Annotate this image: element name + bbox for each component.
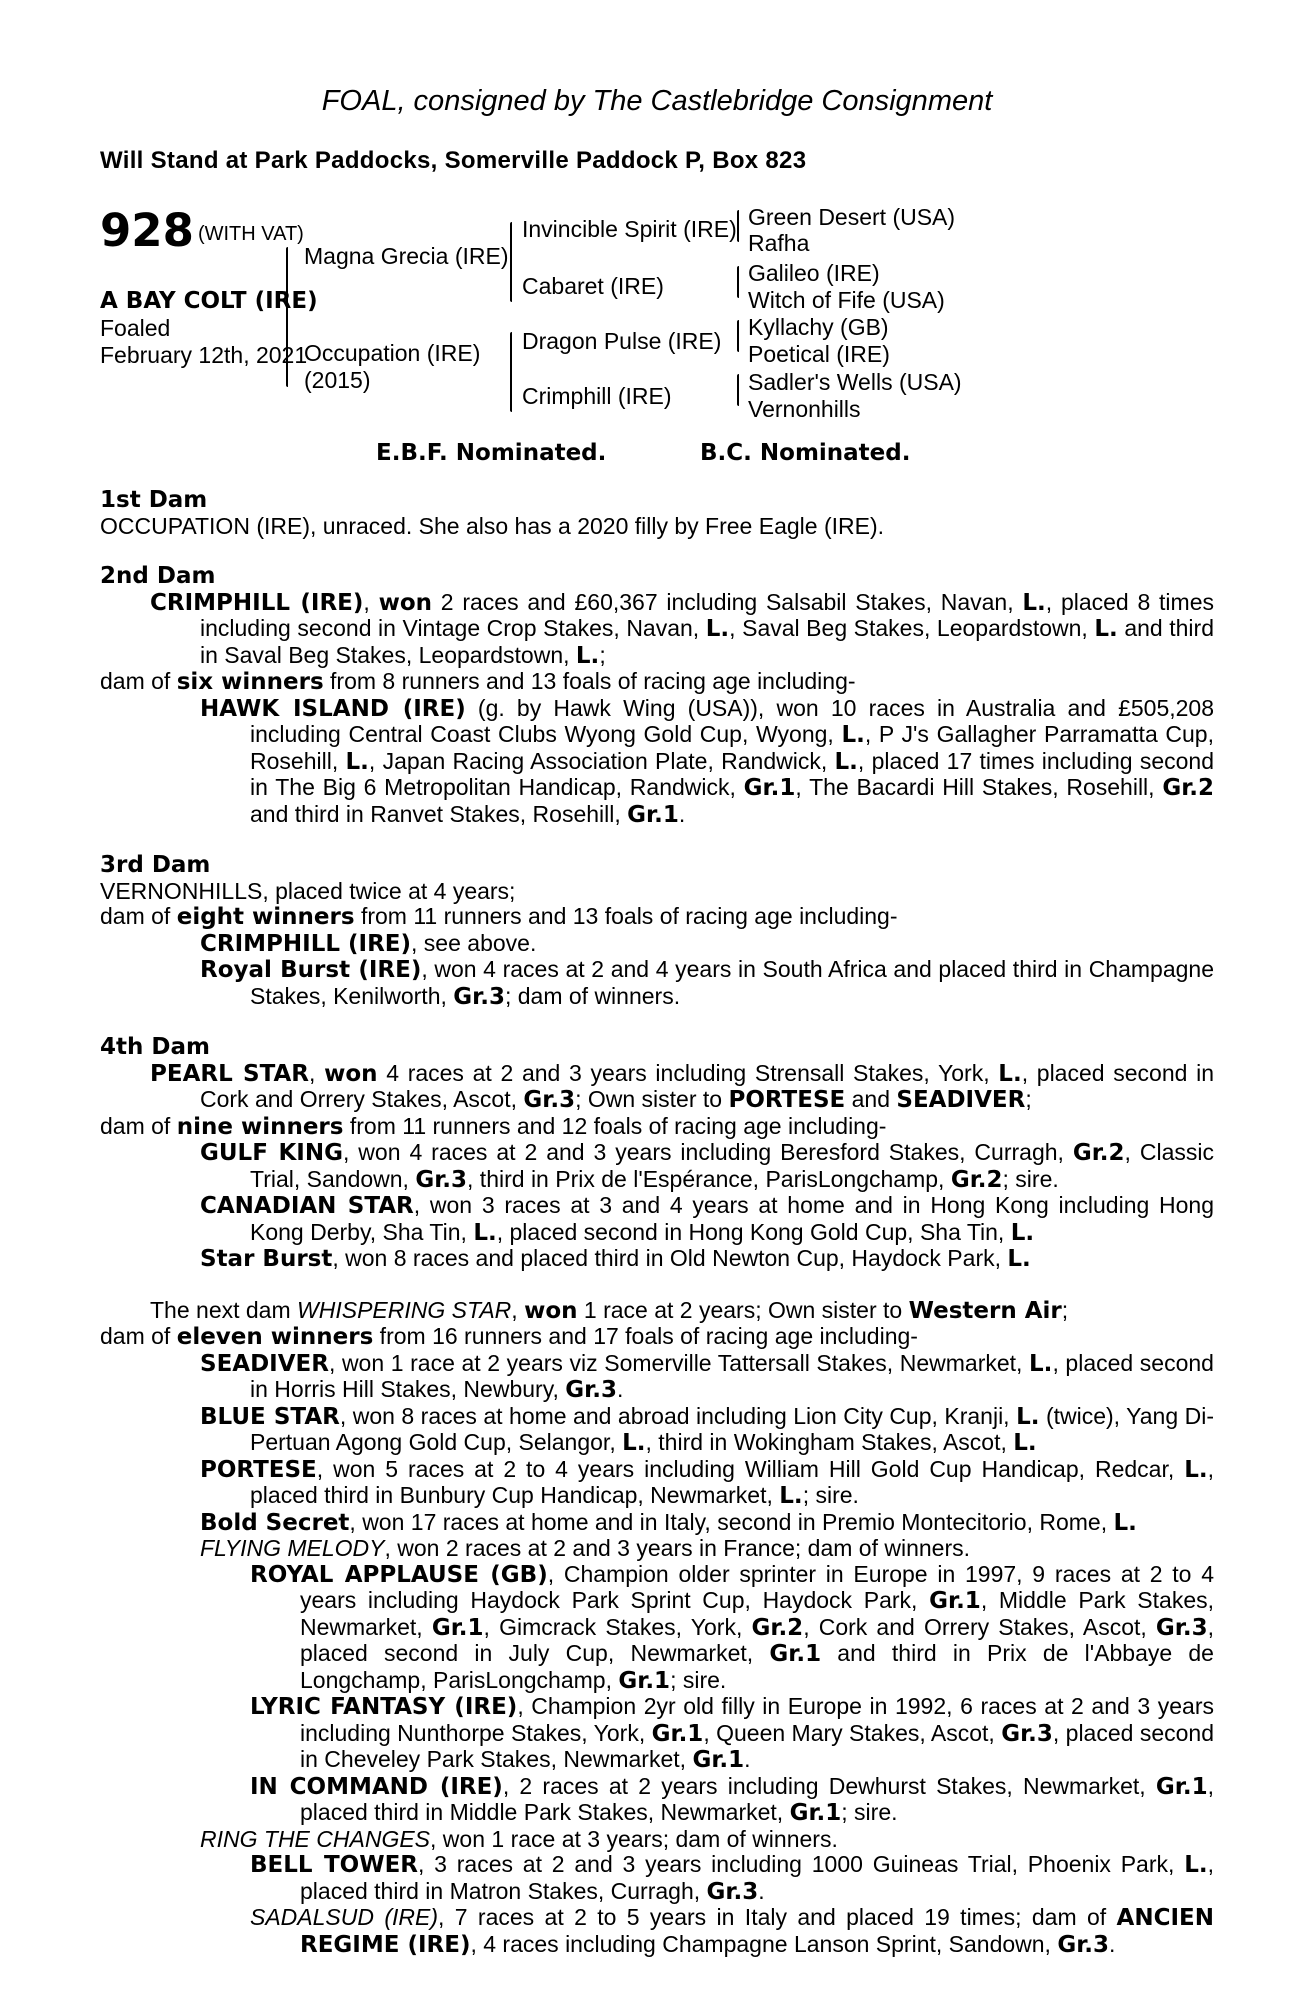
dam-entry: The next dam WHISPERING STAR, won 1 race at 2 years; Own sister to Western Air; (150, 1296, 1069, 1324)
foaled-label: Foaled (100, 315, 171, 341)
produce-entry: BLUE STAR, won 8 races at home and abroad including Lion City Cup, Kranji, L. (twice), Yang Di-Pertuan Agong Gold Cup, Selangor, L., third in Wokingham Stakes, Ascot, L. (200, 1402, 1214, 1456)
produce-entry: PORTESE, won 5 races at 2 to 4 years including William Hill Gold Cup Handicap, Redcar, L., placed third in Bunbury Cup Handicap, Newmarket, L.; sire. (200, 1455, 1214, 1509)
pedigree-dam-sire: Dragon Pulse (IRE) (522, 328, 722, 354)
produce-entry: FLYING MELODY, won 2 races at 2 and 3 years in France; dam of winners. (200, 1535, 970, 1561)
dam-entry: CRIMPHILL (IRE), won 2 races and £60,367 including Salsabil Stakes, Navan, L., placed 8 times including second in Vintage Crop Stakes, Navan, L., Saval Beg Stakes, Leopardstown, L. and third in Saval Beg Stakes, Leopardstown, L.; (150, 588, 1214, 669)
stand-location: Will Stand at Park Paddocks, Somerville Paddock P, Box 823 (100, 147, 807, 174)
produce-entry: Bold Secret, won 17 races at home and in Italy, second in Premio Montecitorio, Rome, L. (200, 1508, 1137, 1536)
pedigree-sire-sire: Invincible Spirit (IRE) (522, 216, 737, 242)
grandproduce-entry: ROYAL APPLAUSE (GB), Champion older sprinter in Europe in 1997, 9 races at 2 to 4 years including Haydock Park Sprint Cup, Haydock Park, Gr.1, Middle Park Stakes, Newmarket, Gr.1, Gimcrack Stakes, York, Gr.2, Cork and Orrery Stakes, Ascot, Gr.3, placed second in July Cup, Newmarket, Gr.1 and third in Prix de l'Abbaye de Longchamp, ParisLongchamp, Gr.1; sire. (250, 1560, 1215, 1694)
dam-heading: 3rd Dam (100, 852, 211, 878)
pedigree-brace-g2 (737, 266, 739, 298)
horse-title: A BAY COLT (IRE) (100, 288, 318, 314)
pedigree-narrative (100, 488, 1214, 1983)
produce-summary: dam of six winners from 8 runners and 13 foals of racing age including- (100, 668, 856, 695)
pedigree-g5: Kyllachy (GB) (748, 314, 889, 340)
produce-entry: RING THE CHANGES, won 1 race at 3 years; dam of winners. (200, 1825, 838, 1852)
pedigree-g7: Sadler's Wells (USA) (748, 369, 962, 395)
produce-entry: HAWK ISLAND (IRE) (g. by Hawk Wing (USA)), won 10 races in Australia and £505,208 including Central Coast Clubs Wyong Gold Cup, Wyong, L., P J's Gallagher Parramatta Cup, Rosehill, L., Japan Racing Association Plate, Randwick, L., placed 17 times including second in The Big 6 Metropolitan Handicap, Randwick, Gr.1, The Bacardi Hill Stakes, Rosehill, Gr.2 and third in Ranvet Stakes, Rosehill, Gr.1. (200, 694, 1215, 828)
pedigree-dam: Occupation (IRE) (304, 340, 481, 366)
dam-entry: PEARL STAR, won 4 races at 2 and 3 years including Strensall Stakes, York, L., placed second in Cork and Orrery Stakes, Ascot, Gr.3; Own sister to PORTESE and SEADIVER; (150, 1059, 1214, 1113)
dam-heading: 4th Dam (100, 1034, 210, 1060)
pedigree-brace-g1 (737, 210, 739, 242)
second-dam-section (100, 564, 1214, 828)
dam-entry: VERNONHILLS, placed twice at 4 years; (100, 877, 516, 904)
pedigree-sire-dam: Cabaret (IRE) (522, 273, 664, 299)
dam-heading: 1st Dam (100, 487, 208, 513)
pedigree-g6: Poetical (IRE) (748, 341, 890, 367)
grandproduce-entry: SADALSUD (IRE), 7 races at 2 to 5 years in Italy and placed 19 times; dam of ANCIEN REGIME (IRE), 4 races including Champagne Lanson Sprint, Sandown, Gr.3. (250, 1904, 1214, 1958)
grandproduce-entry: IN COMMAND (IRE), 2 races at 2 years including Dewhurst Stakes, Newmarket, Gr.1, placed third in Middle Park Stakes, Newmarket, Gr.1; sire. (250, 1772, 1214, 1826)
pedigree-sire: Magna Grecia (IRE) (304, 243, 509, 269)
fourth-dam-section (100, 1035, 1214, 1273)
ebf-nomination: E.B.F. Nominated. (376, 440, 607, 466)
produce-entry: Star Burst, won 8 races and placed third in Old Newton Cup, Haydock Park, L. (200, 1245, 1031, 1272)
produce-summary: dam of nine winners from 11 runners and 12 foals of racing age including- (100, 1112, 887, 1140)
horse-description (100, 288, 318, 369)
pedigree-brace-g3 (737, 320, 739, 352)
grandproduce-entry: LYRIC FANTASY (IRE), Champion 2yr old filly in Europe in 1992, 6 races at 2 and 3 years including Nunthorpe Stakes, York, Gr.1, Queen Mary Stakes, Ascot, Gr.3, placed second in Cheveley Park Stakes, Newmarket, Gr.1. (250, 1693, 1214, 1773)
pedigree-brace-sire (510, 222, 512, 302)
produce-summary: dam of eight winners from 11 runners and 13 foals of racing age including- (100, 903, 898, 930)
first-dam-section (100, 488, 1214, 539)
consigner-line: FOAL, consigned by The Castlebridge Consignment (321, 85, 993, 117)
lot-number-block (100, 206, 304, 256)
dam-heading: 2nd Dam (100, 563, 216, 589)
lot-number: 928 (100, 204, 194, 257)
foaled-date: February 12th, 2021 (100, 342, 308, 368)
pedigree-g2: Rafha (748, 230, 810, 256)
next-dam-section (100, 1298, 1214, 1959)
produce-summary: dam of eleven winners from 16 runners and 17 foals of racing age including- (100, 1323, 918, 1350)
produce-entry: CRIMPHILL (IRE), see above. (200, 929, 537, 957)
third-dam-section (100, 853, 1214, 1010)
dam-text: OCCUPATION (IRE), unraced. She also has a 2020 filly by Free Eagle (IRE). (100, 512, 884, 539)
pedigree-g8: Vernonhills (748, 396, 861, 422)
pedigree-brace-dam (510, 332, 512, 412)
produce-entry: SEADIVER, won 1 race at 2 years viz Somerville Tattersall Stakes, Newmarket, L., placed second in Horris Hill Stakes, Newbury, Gr.3. (200, 1349, 1214, 1403)
produce-entry: Royal Burst (IRE), won 4 races at 2 and 4 years in South Africa and placed third in Champagne Stakes, Kenilworth, Gr.3; dam of winners. (200, 956, 1215, 1010)
produce-entry: CANADIAN STAR, won 3 races at 3 and 4 years at home and in Hong Kong including Hong Kong Derby, Sha Tin, L., placed second in Hong Kong Gold Cup, Sha Tin, L. (200, 1192, 1214, 1246)
lot-vat: (WITH VAT) (197, 223, 304, 245)
pedigree-dam-dam: Crimphill (IRE) (522, 383, 672, 409)
produce-entry: GULF KING, won 4 races at 2 and 3 years including Beresford Stakes, Curragh, Gr.2, Classic Trial, Sandown, Gr.3, third in Prix de l'Espérance, ParisLongchamp, Gr.2; sire. (200, 1139, 1214, 1193)
bc-nomination: B.C. Nominated. (700, 440, 911, 466)
pedigree-g3: Galileo (IRE) (748, 260, 880, 286)
pedigree-g1: Green Desert (USA) (748, 204, 956, 230)
grandproduce-entry: BELL TOWER, 3 races at 2 and 3 years including 1000 Guineas Trial, Phoenix Park, L., placed third in Matron Stakes, Curragh, Gr.3. (250, 1851, 1214, 1905)
pedigree-brace-main (286, 247, 288, 387)
pedigree-g4: Witch of Fife (USA) (748, 287, 945, 313)
pedigree-dam-year: (2015) (304, 367, 371, 393)
pedigree-brace-g4 (737, 374, 739, 406)
